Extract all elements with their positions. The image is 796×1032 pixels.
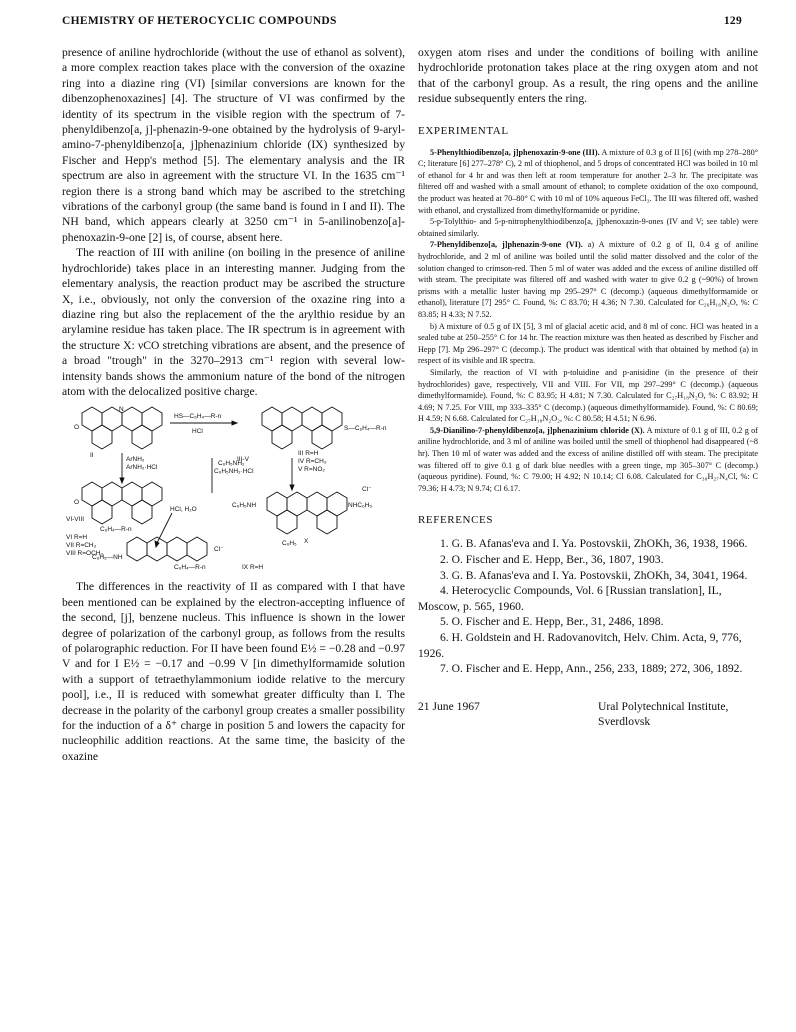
- experimental-entry: 5-Phenylthiodibenzo[a, j]phenoxazin-9-one (III). A mixture of 0.3 g of II [6] (with mp 278–280° C; literature [6] 277–278° C), 2 ml of thiophenol, and 5 drops of concentrated HCl was boiled in 10 ml of ethanol for 4 hr and was then left at room temperature for another 2–3 hr. The precipitate was filtered off and washed with a small amount of ethanol; to complete oxidation of the oxo compound, the product was heated at 70–80° C with 10 ml of 10% aqueous FeCl₃. The III was filtered off, washed with ethanol, and crystallized from dimethylformamide or pyridine.: [418, 147, 758, 215]
- label-VI-R: VI R=H: [66, 534, 88, 542]
- reagent-arnh2-hcl: ArNH₂·HCl: [126, 464, 158, 472]
- structure-IX: [127, 537, 207, 561]
- experimental-entry: Similarly, the reaction of VI with p-toluidine and p-anisidine (in the presence of their hydrochlorides) gave, respectively, VII and VIII. For VII, mp 297–299° C (decomp.) (aqueous dimethylformamide). Found, %: C 83.95; H 4.81; N 7.30. Calculated for C₂₇H₁₈N₂O, %: C 83.92; H 4.69; N 7.25. For VIII, mp 333–335° C (decomp.) (aqueous dimethylformamide). Found, %: C 80.69; H 4.59; N 6.68. Calculated for C₂₇H₁₈N₂O₂, %: C 80.58; H 4.51; N 6.96.: [418, 367, 758, 424]
- affiliation: Ural Polytechnical Institute, Sverdlovsk: [598, 699, 729, 728]
- received-date: 21 June 1967: [418, 699, 480, 713]
- sub-C6H4R-IX: C₆H₄—R-n: [174, 564, 206, 572]
- atom-N: N: [119, 406, 124, 414]
- label-V-R: V R=NO₂: [298, 466, 325, 474]
- compound-title: 7-Phenyldibenzo[a, j]phenazin-9-one (VI).: [430, 240, 583, 250]
- reference-item: 1. G. B. Afanas'eva and I. Ya. Postovskii, ZhOKh, 36, 1938, 1966.: [440, 537, 748, 551]
- reaction-scheme: [62, 403, 405, 573]
- sub-SAr: S—C₆H₄—R-n: [344, 425, 387, 433]
- label-VII-R: VII R=CH₃: [66, 542, 97, 550]
- reagent-aniline: C₆H₅NH₂: [218, 460, 245, 468]
- label-X: X: [304, 538, 309, 546]
- section-heading-references: REFERENCES: [418, 514, 494, 527]
- experimental-entry: 5,9-Dianilino-7-phenyldibenzo[a, j]phenazinium chloride (X). A mixture of 0.1 g of III, 0.2 g of aniline hydrochloride, and 3 ml of aniline was boiled until the smell of thiophenol had disappeared (~8 hr). Then 10 ml of water was added and the excess of aniline distilled off with steam. The precipitate was filtered off to give 0.1 g of dark blue needles with a green tinge, mp 305–307° C (decomp.) (aqueous pyridine). Found, %: C 79.00; H 4.92; N 10.14; Cl 6.08. Calculated for C₃₈H₂₇N₄Cl, %: C 79.36; H 4.73; N 9.74; Cl 6.17.: [418, 425, 758, 493]
- chloride-ion: Cl⁻: [214, 546, 224, 554]
- structure-X: [267, 492, 347, 534]
- reagent-aniline-hcl: C₆H₅NH₂·HCl: [214, 468, 254, 476]
- section-heading-experimental: EXPERIMENTAL: [418, 124, 509, 137]
- sub-NHC6H5: NHC₆H₅: [348, 502, 373, 510]
- left-column: [62, 45, 405, 764]
- reference-item: 4. Heterocyclic Compounds, Vol. 6 [Russian translation], IL, Moscow, p. 565, 1960.: [418, 584, 722, 613]
- label-III-R: III R=H: [298, 450, 319, 458]
- label-II: II: [90, 452, 94, 460]
- sub-C6H5NH-IX: C₆H₅—NH: [92, 554, 123, 562]
- chloride-ion: Cl⁻: [362, 486, 372, 494]
- label-VIII-R: VIII R=OCH₃: [66, 550, 104, 558]
- compound-title: 5,9-Dianilino-7-phenyldibenzo[a, j]phenazinium chloride (X).: [430, 425, 645, 435]
- paragraph: The differences in the reactivity of II as compared with I that have been mentioned can be explained by the electron-accepting influence of the second, [j], benzene nucleus. This influence is shown in the lower degree of polarization of the carbonyl group, as follows from the results of polarographic reduction. For II have been found E½ = −0.28 and −0.97 V and for I E½ = −0.17 and −0.99 V [in dimethylformamide solution with a support of tetraethylammonium iodide relative to the mercury pool], i.e., II is reduced with somewhat greater difficulty than I. The decrease in the polarity of the carbonyl group creates a smaller possibility for the induction of a δ⁺ charge in position 5 and lowers the capacity for nucleophilic addition reactions. At the same time, the basicity of the oxazine: [62, 580, 405, 763]
- sub-C6H4R: C₆H₄—R-n: [100, 526, 132, 534]
- atom-O: O: [74, 499, 80, 507]
- sub-C6H5NH: C₆H₅NH: [232, 502, 257, 510]
- right-column: [418, 45, 758, 729]
- label-IV-R: IV R=CH₃: [298, 458, 327, 466]
- reference-item: 3. G. B. Afanas'eva and I. Ya. Postovskii, ZhOKh, 34, 3041, 1964.: [440, 568, 748, 582]
- atom-O: O: [74, 424, 80, 432]
- paragraph: The reaction of III with aniline (on boiling in the presence of aniline hydrochloride) takes place in an interesting manner. Judging from the elementary analysis, the reaction product may be ascribed the structure X, i.e., obviously, not only the conversion of the oxazine ring into a diazine ring but also the replacement of the the arylthio residue by an arylamine residue has taken place. The IR spectrum is in agreement with the structure X: νCO stretching vibrations are absent, and the presence of a broad "trough" in the 3270–2913 cm⁻¹ region with several low-intensity bands shows the ammonium nature of the bond of the nitrogen atom with the delocalized positive charge.: [62, 246, 405, 398]
- label-IX: IX R=H: [242, 564, 264, 572]
- journal-title: CHEMISTRY OF HETEROCYCLIC COMPOUNDS: [62, 15, 337, 27]
- reagent-hcl-water: HCl, H₂O: [170, 506, 197, 514]
- structure-II: [82, 407, 162, 449]
- reference-item: 5. O. Fischer and E. Hepp, Ber., 31, 2486, 1898.: [440, 615, 664, 629]
- reference-item: 6. H. Goldstein and H. Radovanovitch, Helv. Chim. Acta, 9, 776, 1926.: [418, 631, 742, 660]
- paragraph: presence of aniline hydrochloride (without the use of ethanol as solvent), a more complex reaction takes place with the conversion of the oxazine ring into a diazine ring (VI) [similar conversions are known for the dibenzophenoxazines] [4]. The structure of VI was confirmed by the identity of its spectrum in the visible region with the spectrum of 7-phenyldibenzo[a, j]-phenazin-9-one obtained by the hydrolysis of 9-aryl-amino-7-phenyldibenzo[a, j]phenazinium chloride (IX) synthesized by Fischer and Hepp's method [5]. The elementary analysis and the IR spectrum are also in agreement with the structure VI. In the 1635 cm⁻¹ region there is a strong band which may be ascribed to the stretching vibrations of the carbonyl group (the same band is found in I and II). The NH band, which appears clearly at 3250 cm⁻¹ in 5-anilinobenzo[a]-phenoxazin-9-one [2] is, of course, absent here.: [62, 46, 405, 244]
- submission-footer: [418, 699, 758, 729]
- label-VI-VIII: VI-VIII: [66, 516, 85, 524]
- structure-VI-VIII: [82, 482, 162, 524]
- sub-C6H5: C₆H₅: [282, 540, 297, 548]
- reference-item: 2. O. Fischer and E. Hepp, Ber., 36, 1807, 1903.: [440, 553, 664, 567]
- reagent-arnh2: ArNH₂: [126, 456, 145, 464]
- experimental-entry: 7-Phenyldibenzo[a, j]phenazin-9-one (VI). a) A mixture of 0.2 g of II, 0.4 g of aniline hydrochloride, and 2 ml of aniline was boiled until the solid matter dissolved and the color of the solution changed to crimson-red. Then 5 ml of water was added and the excess of aniline distilled off with steam. The precipitate was filtered off and washed with water to give 0.2 g (~90%) of brown prisms with a metallic luster having mp 295–297° C (decomp.) (aqueous dimethylformamide or ethanol), literature [7] 295° C. Found, %: C 83.70; H 4.36; N 7.30. Calculated for C₂₆H₁₆N₂O, %: C 83.85; H 4.33; N 7.52.: [418, 240, 759, 319]
- page-number: 129: [723, 15, 742, 27]
- experimental-entry: b) A mixture of 0.5 g of IX [5], 3 ml of glacial acetic acid, and 8 ml of conc. HCl was heated in a sealed tube at 250–255° C for 14 hr. The reaction mixture was then heated as described by Fischer and Hepp [7]. Mp 296–297° C (decomp.). The product was identical with that obtained by method (a) in respect of its visible and IR spectra.: [418, 321, 758, 366]
- running-header: [62, 15, 742, 27]
- experimental-entry: 5-p-Tolylthio- and 5-p-nitrophenylthiodibenzo[a, j]phenoxazin-9-ones (IV and V; see table) were obtained similarly.: [418, 217, 758, 238]
- label-III-V: III-V: [237, 456, 249, 464]
- compound-title: 5-Phenylthiodibenzo[a, j]phenoxazin-9-one (III).: [430, 147, 600, 157]
- reference-item: 7. O. Fischer and E. Hepp, Ann., 256, 233, 1889; 272, 306, 1892.: [440, 662, 743, 676]
- reagent-hcl: HCl: [192, 428, 203, 436]
- reference-list: [418, 536, 758, 676]
- structure-III-V: [262, 407, 342, 449]
- paragraph: oxygen atom rises and under the conditions of boiling with aniline hydrochloride protonation takes place at the ring oxygen atom and not that of the carbonyl group. As a result, the ring opens and the aniline residue subsequently enters the ring.: [418, 46, 758, 106]
- reagent-thiol: HS—C₆H₄—R-n: [174, 413, 222, 421]
